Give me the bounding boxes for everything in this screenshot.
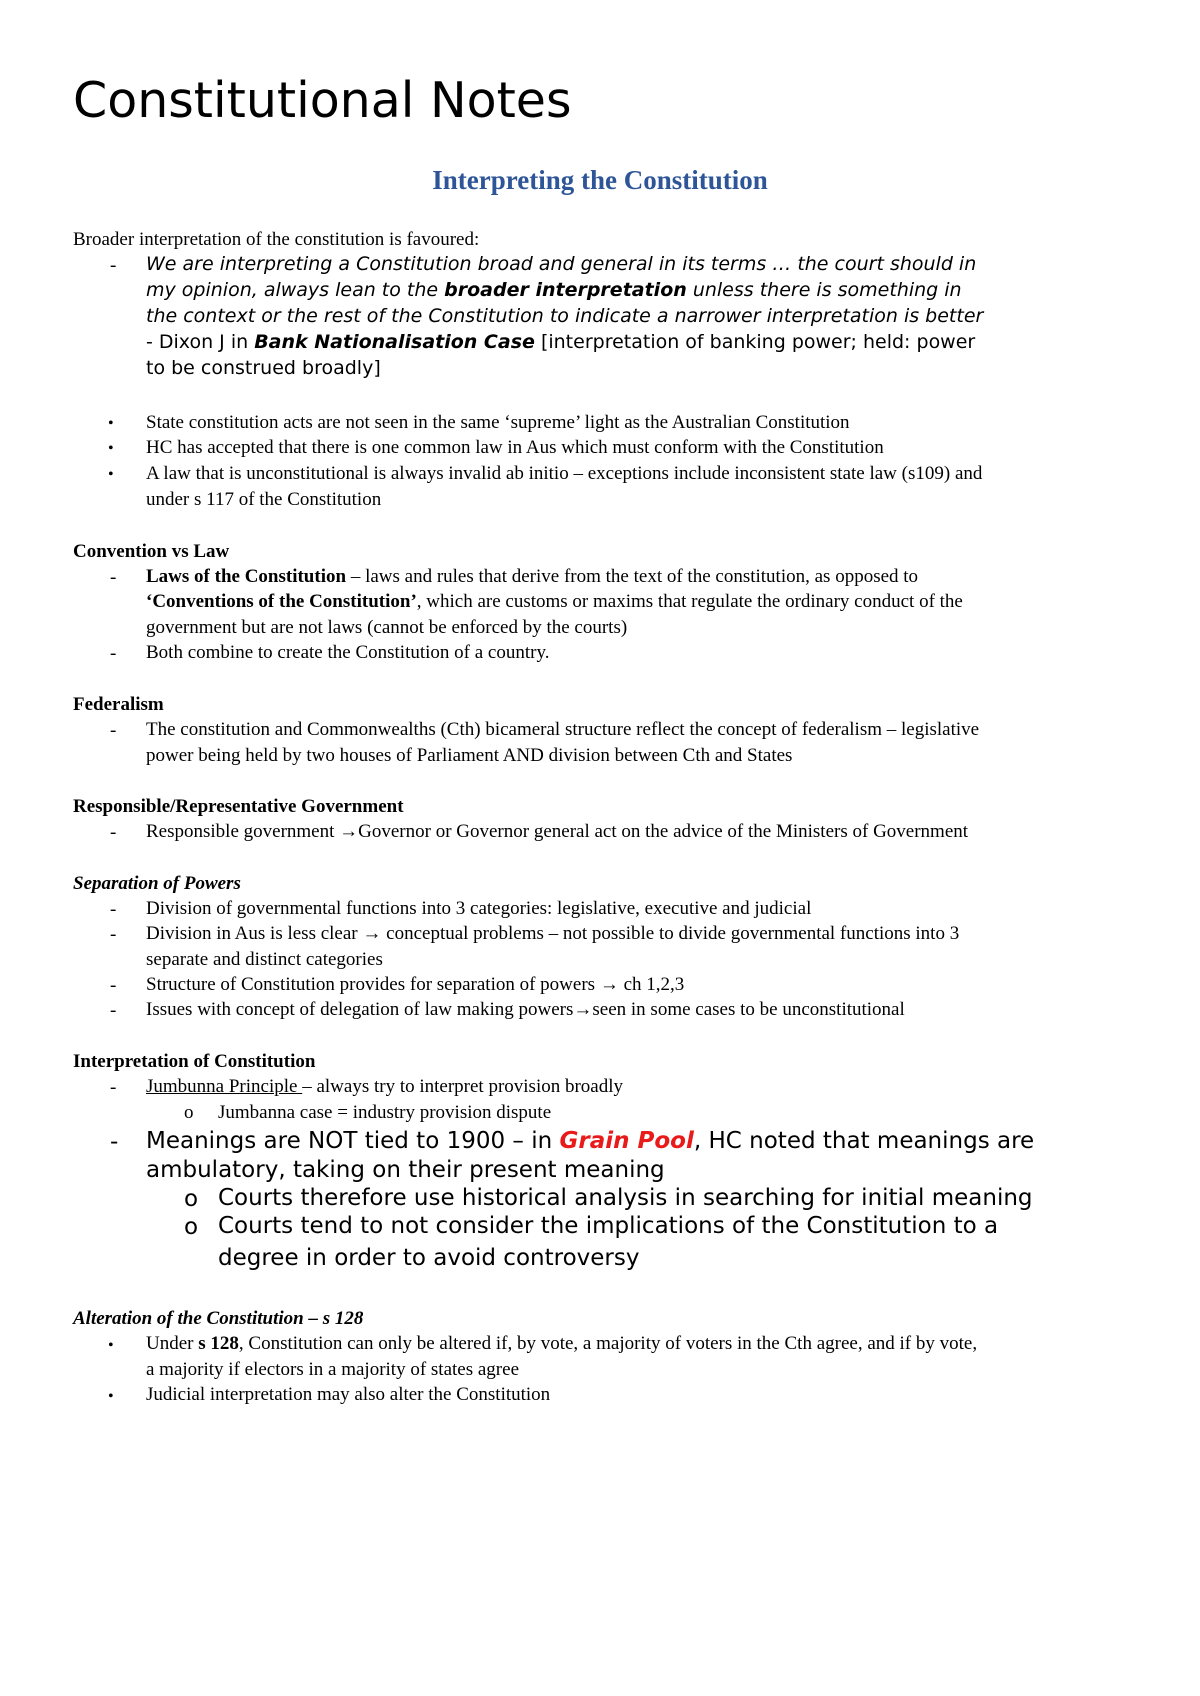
quote-line xyxy=(146,251,976,277)
list-item-continuation: degree in order to avoid controversy xyxy=(218,1245,640,1271)
list-item: Structure of Constitution provides for separation of powers → ch 1,2,3 xyxy=(146,974,685,995)
section-heading-alteration: Alteration of the Constitution – s 128 xyxy=(73,1308,364,1329)
circle-bullet-marker: o xyxy=(184,1102,194,1123)
list-item: The constitution and Commonwealths (Cth) bicameral structure reflect the concept of federalism – legislative xyxy=(146,719,980,740)
bullet-marker: • xyxy=(108,1388,114,1405)
section-heading: Interpreting the Constitution xyxy=(432,165,768,195)
quote-text: my opinion, always lean to the xyxy=(146,279,445,301)
circle-bullet-marker: o xyxy=(184,1214,199,1240)
dash-marker: - xyxy=(110,1000,117,1021)
quote-text: We are interpreting a Constitution broad and general in its terms … the court should in xyxy=(146,253,977,275)
dash-marker: - xyxy=(110,643,117,664)
dash-marker: - xyxy=(110,822,117,843)
bullet-marker: • xyxy=(108,1337,114,1354)
section-heading-responsible: Responsible/Representative Government xyxy=(73,796,404,817)
bullet-marker: • xyxy=(108,440,114,457)
list-item-continuation: ‘Conventions of the Constitution’, which are customs or maxims that regulate the ordinary conduct of the xyxy=(146,591,963,612)
bullet-marker: • xyxy=(108,415,114,432)
sub-list-item-large: Courts therefore use historical analysis in searching for initial meaning xyxy=(218,1185,1033,1211)
section-heading-separation: Separation of Powers xyxy=(73,873,241,894)
list-item: Judicial interpretation may also alter the Constitution xyxy=(146,1384,551,1405)
dash-marker: - xyxy=(110,975,117,996)
list-item: Division in Aus is less clear → conceptual problems – not possible to divide governmental functions into 3 xyxy=(146,923,960,944)
sub-list-item: Jumbanna case = industry provision dispute xyxy=(218,1102,552,1123)
intro-lead: Broader interpretation of the constitution is favoured: xyxy=(73,229,480,250)
list-item: Jumbunna Principle – always try to interpret provision broadly xyxy=(146,1076,624,1097)
quote-emphasis: broader interpretation xyxy=(444,279,687,301)
list-item: Under s 128, Constitution can only be altered if, by vote, a majority of voters in the Cth agree, and if by vote, xyxy=(146,1333,978,1354)
quote-text: the context or the rest of the Constitution to indicate a narrower interpretation is better xyxy=(146,305,984,327)
dash-marker: - xyxy=(110,720,117,741)
case-name-highlight: Grain Pool xyxy=(559,1128,694,1154)
list-item: A law that is unconstitutional is always invalid ab initio – exceptions include inconsistent state law (s109) and xyxy=(146,463,983,484)
dash-marker: - xyxy=(110,255,117,276)
list-item: Division of governmental functions into 3 categories: legislative, executive and judicial xyxy=(146,898,812,919)
section-heading-convention: Convention vs Law xyxy=(73,541,230,562)
section-heading-interpretation: Interpretation of Constitution xyxy=(73,1051,316,1072)
quote-attribution: to be construed broadly] xyxy=(146,357,381,379)
quote-text: unless there is something in xyxy=(686,279,962,301)
list-item: Issues with concept of delegation of law making powers→seen in some cases to be unconstitutional xyxy=(146,999,905,1020)
dash-marker: - xyxy=(110,1077,117,1098)
sub-list-item-large: Courts tend to not consider the implications of the Constitution to a xyxy=(218,1213,999,1239)
dash-marker: - xyxy=(110,924,117,945)
list-item-continuation: a majority if electors in a majority of states agree xyxy=(146,1359,519,1380)
dash-marker: - xyxy=(110,899,117,920)
list-item: HC has accepted that there is one common law in Aus which must conform with the Constitution xyxy=(146,437,884,458)
list-item-continuation: separate and distinct categories xyxy=(146,949,383,970)
section-heading-federalism: Federalism xyxy=(73,694,164,715)
circle-bullet-marker: o xyxy=(184,1186,199,1212)
list-item: Both combine to create the Constitution of a country. xyxy=(146,642,550,663)
quote-line xyxy=(146,303,983,329)
dash-marker: - xyxy=(110,1129,119,1155)
list-item: Laws of the Constitution – laws and rules that derive from the text of the constitution, as opposed to xyxy=(146,566,919,587)
list-item-continuation: government but are not laws (cannot be enforced by the courts) xyxy=(146,617,628,638)
dash-marker: - xyxy=(110,567,117,588)
arrow-icon: → xyxy=(339,821,359,842)
case-name: Bank Nationalisation Case xyxy=(254,331,535,353)
arrow-icon: → xyxy=(573,999,593,1020)
list-item: State constitution acts are not seen in the same ‘supreme’ light as the Australian Constitution xyxy=(146,412,850,433)
page-title: Constitutional Notes xyxy=(73,72,572,129)
arrow-icon: → xyxy=(362,923,382,944)
bullet-marker: • xyxy=(108,466,114,483)
list-item-large: Meanings are NOT tied to 1900 – in Grain Pool, HC noted that meanings are xyxy=(146,1128,1035,1154)
list-item-continuation: ambulatory, taking on their present meaning xyxy=(146,1157,665,1183)
list-item-continuation: power being held by two houses of Parliament AND division between Cth and States xyxy=(146,745,793,766)
arrow-icon: → xyxy=(599,974,619,995)
list-item-continuation: under s 117 of the Constitution xyxy=(146,489,382,510)
quote-attribution: - Dixon J in Bank Nationalisation Case [interpretation of banking power; held: power xyxy=(146,331,976,353)
list-item: Responsible government →Governor or Governor general act on the advice of the Ministers of Government xyxy=(146,821,969,842)
quote-line xyxy=(146,277,962,303)
